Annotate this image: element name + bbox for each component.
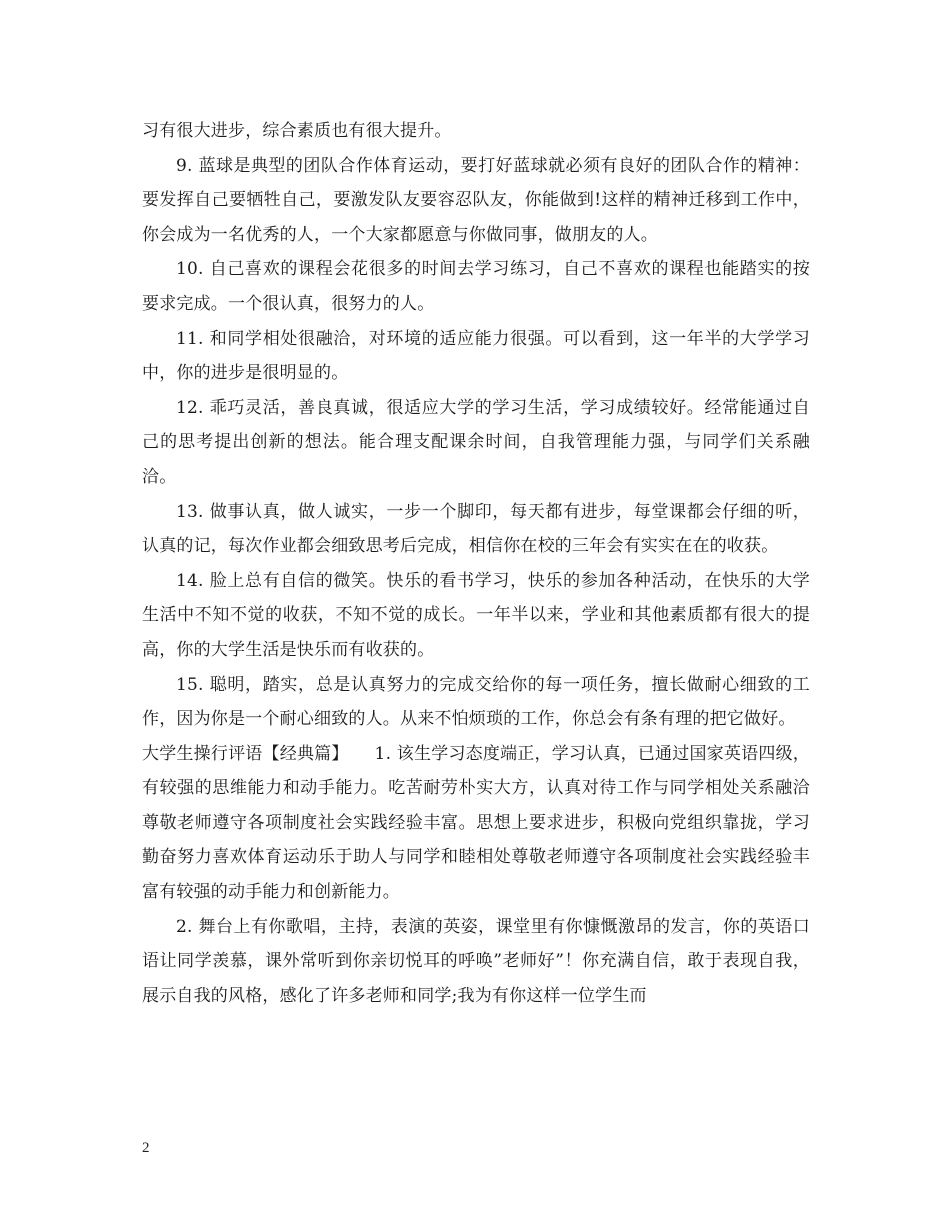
document-body (142, 114, 810, 1013)
page-number: 2 (142, 1140, 150, 1156)
paragraph-item-12: 12. 乖巧灵活，善良真诚，很适应大学的学习生活，学习成绩较好。经常能通过自己的思考提出创新的想法。能合理支配课余时间，自我管理能力强，与同学们关系融洽。 (142, 397, 810, 487)
paragraph-item-11: 11. 和同学相处很融洽，对环境的适应能力很强。可以看到，这一年半的大学学习中，你的进步是很明显的。 (142, 328, 810, 384)
paragraph-item-15: 15. 聪明，踏实，总是认真努力的完成交给你的每一项任务，擅长做耐心细致的工作，因为你是一个耐心细致的人。从来不怕烦琐的工作，你总会有条有理的把它做好。 (142, 674, 810, 730)
paragraph-continuation: 习有很大进步，综合素质也有很大提升。 (142, 121, 452, 141)
paragraph-item-13: 13. 做事认真，做人诚实，一步一个脚印，每天都有进步，每堂课都会仔细的听，认真的记，每次作业都会细致思考后完成，相信你在校的三年会有实实在在的收获。 (142, 501, 810, 557)
paragraph-classic-item-2: 2. 舞台上有你歌唱，主持，表演的英姿，课堂里有你慷慨激昂的发言，你的英语口语让同学羡慕，课外常听到你亲切悦耳的呼唤”老师好”！你充满自信，敢于表现自我，展示自我的风格，感化了许多老师和同学;我为有你这样一位学生而 (142, 916, 810, 1006)
section-classic-item-1: 大学生操行评语【经典篇】 1. 该生学习态度端正，学习认真，已通过国家英语四级，有较强的思维能力和动手能力。吃苦耐劳朴实大方，认真对待工作与同学相处关系融洽尊敬老师遵守各项制度社会实践经验丰富。思想上要求进步，积极向党组织靠拢，学习勤奋努力喜欢体育运动乐于助人与同学和睦相处尊敬老师遵守各项制度社会实践经验丰富有较强的动手能力和创新能力。 (142, 743, 810, 903)
paragraph-item-9: 9. 蓝球是典型的团队合作体育运动，要打好蓝球就必须有良好的团队合作的精神：要发挥自己要牺牲自己，要激发队友要容忍队友，你能做到!这样的精神迁移到工作中，你会成为一名优秀的人，一个大家都愿意与你做同事，做朋友的人。 (142, 155, 810, 245)
paragraph-item-14: 14. 脸上总有自信的微笑。快乐的看书学习，快乐的参加各种活动，在快乐的大学生活中不知不觉的收获，不知不觉的成长。一年半以来，学业和其他素质都有很大的提高，你的大学生活是快乐而有收获的。 (142, 570, 810, 660)
paragraph-item-10: 10. 自己喜欢的课程会花很多的时间去学习练习，自己不喜欢的课程也能踏实的按要求完成。一个很认真，很努力的人。 (142, 259, 810, 314)
